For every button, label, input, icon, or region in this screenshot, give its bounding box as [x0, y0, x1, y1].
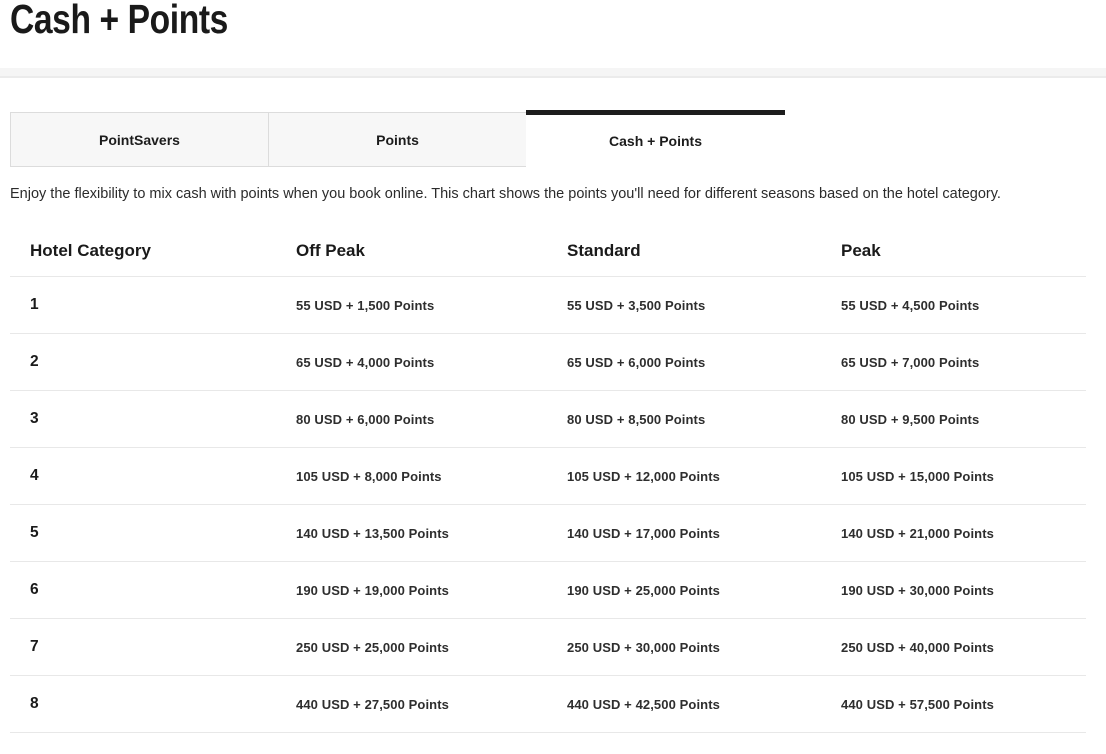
peak-cell: 80 USD + 9,500 Points: [841, 411, 980, 427]
tab-bar: [10, 110, 785, 167]
off-peak-cell: 140 USD + 13,500 Points: [296, 525, 449, 541]
standard-cell: 65 USD + 6,000 Points: [567, 354, 706, 370]
peak-cell: 190 USD + 30,000 Points: [841, 582, 994, 598]
page-title: Cash + Points: [10, 0, 228, 42]
category-cell: 6: [30, 581, 39, 598]
peak-cell: 250 USD + 40,000 Points: [841, 639, 994, 655]
table-row: [10, 277, 1086, 334]
category-cell: 2: [30, 353, 39, 370]
table-row: [10, 448, 1086, 505]
standard-cell: 190 USD + 25,000 Points: [567, 582, 720, 598]
standard-cell: 80 USD + 8,500 Points: [567, 411, 706, 427]
standard-cell: 140 USD + 17,000 Points: [567, 525, 720, 541]
table-header-row: [10, 225, 1086, 277]
category-cell: 7: [30, 638, 39, 655]
column-header-hotel-category: Hotel Category: [30, 240, 151, 260]
tab-pointsavers[interactable]: PointSavers: [10, 112, 269, 167]
table-row: [10, 334, 1086, 391]
peak-cell: 440 USD + 57,500 Points: [841, 696, 994, 712]
peak-cell: 55 USD + 4,500 Points: [841, 297, 980, 313]
off-peak-cell: 65 USD + 4,000 Points: [296, 354, 435, 370]
category-cell: 5: [30, 524, 39, 541]
table-row: [10, 562, 1086, 619]
category-cell: 3: [30, 410, 39, 427]
standard-cell: 440 USD + 42,500 Points: [567, 696, 720, 712]
table-row: [10, 391, 1086, 448]
tab-points[interactable]: Points: [268, 112, 527, 167]
table-row: [10, 505, 1086, 562]
rates-table: [10, 225, 1086, 733]
column-header-peak: Peak: [841, 240, 881, 260]
standard-cell: 105 USD + 12,000 Points: [567, 468, 720, 484]
intro-text: Enjoy the flexibility to mix cash with points when you book online. This chart shows the points you'll need for different seasons based on the hotel category.: [10, 186, 1001, 202]
table-row: [10, 619, 1086, 676]
standard-cell: 250 USD + 30,000 Points: [567, 639, 720, 655]
off-peak-cell: 250 USD + 25,000 Points: [296, 639, 449, 655]
standard-cell: 55 USD + 3,500 Points: [567, 297, 706, 313]
category-cell: 8: [30, 695, 39, 712]
title-divider-band: [0, 68, 1106, 78]
peak-cell: 65 USD + 7,000 Points: [841, 354, 980, 370]
column-header-off-peak: Off Peak: [296, 240, 365, 260]
off-peak-cell: 440 USD + 27,500 Points: [296, 696, 449, 712]
off-peak-cell: 55 USD + 1,500 Points: [296, 297, 435, 313]
category-cell: 1: [30, 296, 39, 313]
category-cell: 4: [30, 467, 39, 484]
column-header-standard: Standard: [567, 240, 641, 260]
rates-table-body: [10, 277, 1086, 733]
peak-cell: 140 USD + 21,000 Points: [841, 525, 994, 541]
off-peak-cell: 80 USD + 6,000 Points: [296, 411, 435, 427]
tab-cash-points[interactable]: Cash + Points: [526, 110, 785, 167]
peak-cell: 105 USD + 15,000 Points: [841, 468, 994, 484]
off-peak-cell: 190 USD + 19,000 Points: [296, 582, 449, 598]
off-peak-cell: 105 USD + 8,000 Points: [296, 468, 442, 484]
table-row: [10, 676, 1086, 733]
